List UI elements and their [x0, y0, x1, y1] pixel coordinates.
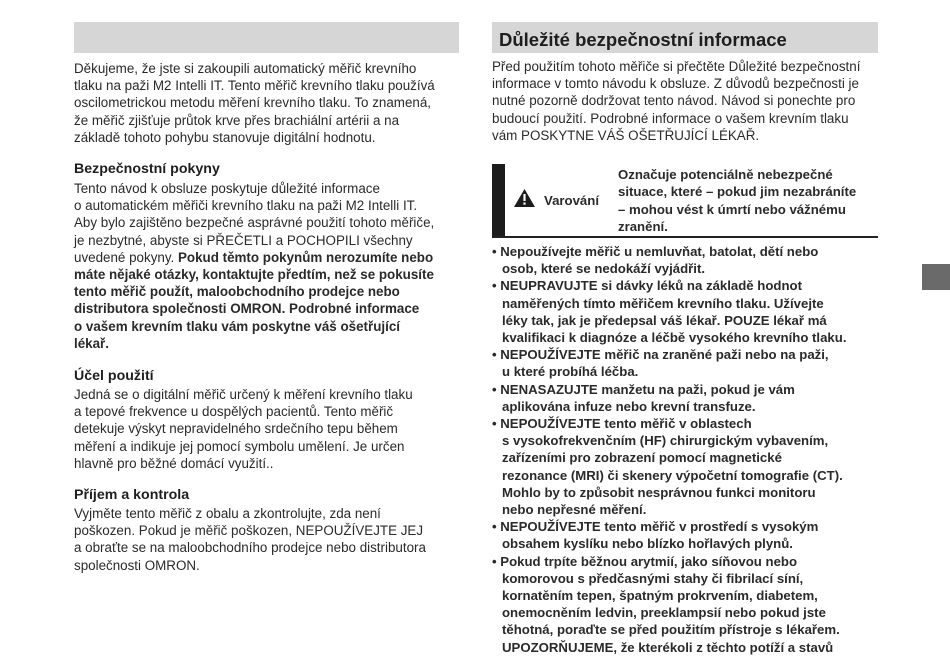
list-item: • NEPOUŽÍVEJTE tento měřič v oblastech s vysokofrekvenčním (HF) chirurgickým vybavením, zařízeními pro zobrazení pomocí magnetické rezonance (MRI) či skenery výpočetní tomografie (CT). Mohlo by to způsobit nesprávnou funkci monitoru nebo nepřesné měření. — [492, 416, 843, 518]
receipt-paragraph: Vyjměte tento měřič z obalu a zkontrolujte, zda není poškozen. Pokud je měřič poškozen, NEPOUŽÍVEJTE JEJ a obraťte se na maloobchodního prodejce nebo distributora společnosti OMRON. — [74, 506, 426, 573]
right-intro-paragraph: Před použitím tohoto měřiče si přečtěte Důležité bezpečnostní informace v tomto návodu k obsluze. Z důvodů bezpečnosti je nutné pozorně dodržovat tento návod. Návod si ponechte pro budoucí použití. Podrobné informace o vašem krevním tlaku vám POSKYTNE VÁŠ OŠETŘUJÍCÍ LÉKAŘ. — [492, 59, 861, 143]
intro-paragraph: Děkujeme, že jste si zakoupili automatický měřič krevního tlaku na paži M2 Intelli IT. Tento měřič krevního tlaku používá oscilometrickou metodu měření krevního tlaku. To znamená, že měřič zjišťuje průtok krve přes brachiální artérii a na základě tohoto pohybu stanovuje digitální hodnotu. — [74, 61, 435, 145]
warning-bar — [492, 164, 505, 236]
warning-label: Varování — [544, 193, 599, 209]
list-item: • NENASAZUJTE manžetu na paži, pokud je vám aplikována infuze nebo krevní transfuze. — [492, 381, 795, 414]
warning-text: Označuje potenciálně nebezpečné situace, které – pokud jim nezabráníte – mohou vést k úmrtí nebo vážnému zranění. — [618, 167, 857, 234]
list-item: • NEPOUŽÍVEJTE měřič na zraněné paži nebo na paži, u které probíhá léčba. — [492, 347, 829, 380]
safety-paragraph: Tento návod k obsluze poskytuje důležité informace o automatickém měřiči krevního tlaku na paži M2 Intelli IT. Aby bylo zajištěno bezpečné asprávné použití tohoto měřiče, je nezbytné, abyste si PŘEČETLI a POCHOPILI všechny uvedené pokyny. Pokud těmto pokynům nerozumíte nebo máte nějaké otázky, kontaktujte předtím, než se pokusíte tento měřič použít, maloobchodního prodejce nebo distributora společnosti OMRON. Podrobné informace o vašem krevním tlaku vám poskytne váš ošetřující lékař. — [74, 181, 435, 351]
warning-bullet-list — [492, 243, 878, 656]
safety-info-banner: Důležité bezpečnostní informace — [492, 22, 878, 53]
warning-box — [492, 164, 878, 238]
left-banner — [74, 22, 459, 53]
purpose-paragraph: Jedná se o digitální měřič určený k měření krevního tlaku a tepové frekvence u dospělých pacientů. Tento měřič detekuje výskyt nepravidelného srdečního tepu během měření a indikuje jej pomocí symbolu umělení. Je určen hlavně pro běžné domácí využití.. — [74, 387, 413, 471]
left-column — [74, 22, 459, 574]
list-item: • Pokud trpíte běžnou arytmií, jako síňovou nebo komorovou s předčasnými stahy či fibrilací síní, kornatěním tepen, špatným prokrvením, diabetem, onemocněním ledvin, preeklampsií nebo pokud jste těhotná, poraďte se před použitím přístroje s lékařem. UPOZORŇUJEME, že kterékoli z těchto potíží a stavů — [492, 553, 840, 655]
receipt-heading: Příjem a kontrola — [74, 487, 190, 504]
safety-heading: Bezpečnostní pokyny — [74, 161, 220, 178]
purpose-heading: Účel použití — [74, 368, 154, 385]
list-item: • NEUPRAVUJTE si dávky léků na základě hodnot naměřených tímto měřičem krevního tlaku. Užívejte léky tak, jak je předepsal váš lékař. POUZE lékař má kvalifikaci k diagnóze a léčbě vysokého krevního tlaku. — [492, 278, 847, 346]
right-column — [492, 22, 878, 656]
list-item: • Nepoužívejte měřič u nemluvňat, batolat, dětí nebo osob, které se nedokáží vyjádřit. — [492, 244, 819, 277]
section-tab-marker — [922, 264, 950, 290]
list-item: • NEPOUŽÍVEJTE tento měřič v prostředí s vysokým obsahem kyslíku nebo blízko hořlavých plynů. — [492, 519, 819, 552]
warning-triangle-icon — [514, 189, 535, 207]
